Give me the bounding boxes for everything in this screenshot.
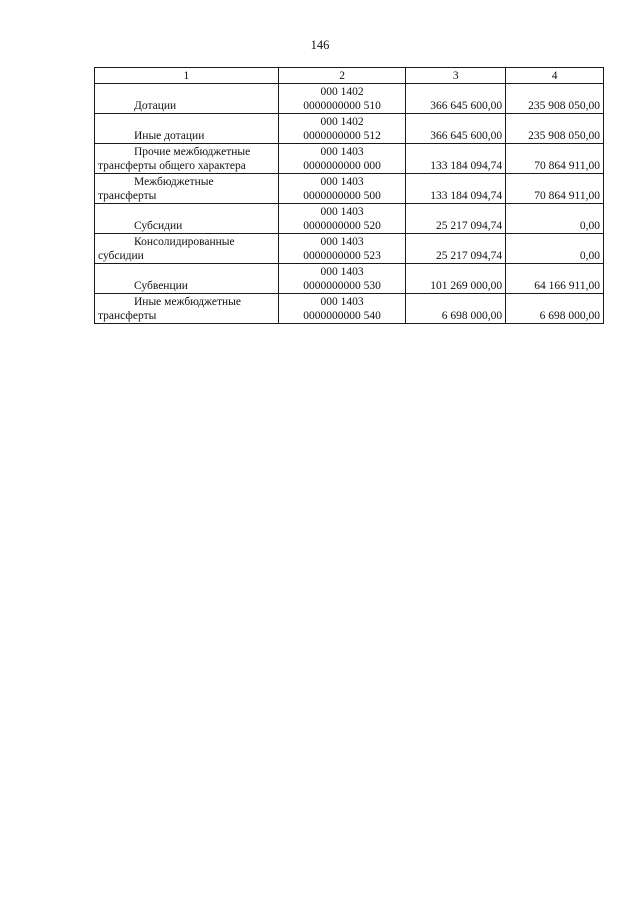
row-amount-col3: 366 645 600,00 — [406, 84, 506, 114]
row-name-line1: Консолидированные — [134, 236, 235, 248]
table-row — [95, 174, 604, 204]
row-code-cell — [278, 204, 406, 234]
row-code-cell — [278, 174, 406, 204]
row-code-code-line1: 000 1403 — [320, 236, 364, 248]
row-code-cell — [278, 234, 406, 264]
row-amount-col3: 6 698 000,00 — [406, 294, 506, 324]
row-code-code-line1: 000 1403 — [320, 146, 364, 158]
row-code-cell — [278, 114, 406, 144]
column-header-4: 4 — [506, 68, 604, 84]
row-name-line2: субсидии — [98, 250, 144, 262]
row-amount-col4: 0,00 — [506, 234, 604, 264]
table-row — [95, 144, 604, 174]
row-code-code-line2: 0000000000 510 — [303, 100, 381, 112]
row-name-cell — [95, 234, 279, 264]
row-name-line1: Прочие межбюджетные — [134, 146, 251, 158]
row-amount-col3: 25 217 094,74 — [406, 204, 506, 234]
column-header-2: 2 — [278, 68, 406, 84]
row-name-cell — [95, 84, 279, 114]
row-amount-col4: 70 864 911,00 — [506, 144, 604, 174]
row-code-cell — [278, 294, 406, 324]
row-code-code-line1: 000 1402 — [320, 86, 364, 98]
row-code-code-line1: 000 1403 — [320, 206, 364, 218]
row-code-code-line2: 0000000000 520 — [303, 220, 381, 232]
row-amount-col4: 235 908 050,00 — [506, 84, 604, 114]
row-code-code-line2: 0000000000 512 — [303, 130, 381, 142]
row-amount-col4: 6 698 000,00 — [506, 294, 604, 324]
row-code-code-line2: 0000000000 540 — [303, 310, 381, 322]
row-code-code-line1: 000 1403 — [320, 176, 364, 188]
row-amount-col3: 25 217 094,74 — [406, 234, 506, 264]
row-name-line1: Иные дотации — [134, 130, 205, 142]
row-amount-col3: 366 645 600,00 — [406, 114, 506, 144]
row-name-cell — [95, 174, 279, 204]
row-code-code-line2: 0000000000 000 — [303, 160, 381, 172]
row-amount-col3: 101 269 000,00 — [406, 264, 506, 294]
row-name-cell — [95, 114, 279, 144]
table-row — [95, 114, 604, 144]
row-name-cell — [95, 144, 279, 174]
row-name-line1: Межбюджетные — [134, 176, 214, 188]
row-name-cell — [95, 264, 279, 294]
row-name-cell — [95, 204, 279, 234]
table-row — [95, 84, 604, 114]
row-name-cell — [95, 294, 279, 324]
budget-table — [94, 67, 604, 324]
row-amount-col4: 235 908 050,00 — [506, 114, 604, 144]
column-header-3: 3 — [406, 68, 506, 84]
row-code-code-line1: 000 1403 — [320, 296, 364, 308]
row-code-code-line2: 0000000000 530 — [303, 280, 381, 292]
row-name-line1: Дотации — [134, 100, 177, 112]
row-code-cell — [278, 264, 406, 294]
table-row — [95, 204, 604, 234]
row-amount-col3: 133 184 094,74 — [406, 174, 506, 204]
row-name-line2: трансферты — [98, 190, 157, 202]
row-name-line2: трансферты общего характера — [98, 160, 246, 172]
page-number: 146 — [310, 38, 330, 52]
row-amount-col3: 133 184 094,74 — [406, 144, 506, 174]
table-row — [95, 234, 604, 264]
row-name-line1: Субсидии — [134, 220, 183, 232]
row-name-line2: трансферты — [98, 310, 157, 322]
row-code-code-line2: 0000000000 523 — [303, 250, 381, 262]
row-amount-col4: 0,00 — [506, 204, 604, 234]
row-name-line1: Субвенции — [134, 280, 188, 292]
table-header-row — [95, 68, 604, 84]
table-row — [95, 294, 604, 324]
row-code-code-line1: 000 1402 — [320, 116, 364, 128]
row-amount-col4: 70 864 911,00 — [506, 174, 604, 204]
row-code-code-line2: 0000000000 500 — [303, 190, 381, 202]
row-name-line1: Иные межбюджетные — [134, 296, 241, 308]
row-code-code-line1: 000 1403 — [320, 266, 364, 278]
table-row — [95, 264, 604, 294]
row-code-cell — [278, 144, 406, 174]
column-header-1: 1 — [95, 68, 279, 84]
row-code-cell — [278, 84, 406, 114]
row-amount-col4: 64 166 911,00 — [506, 264, 604, 294]
